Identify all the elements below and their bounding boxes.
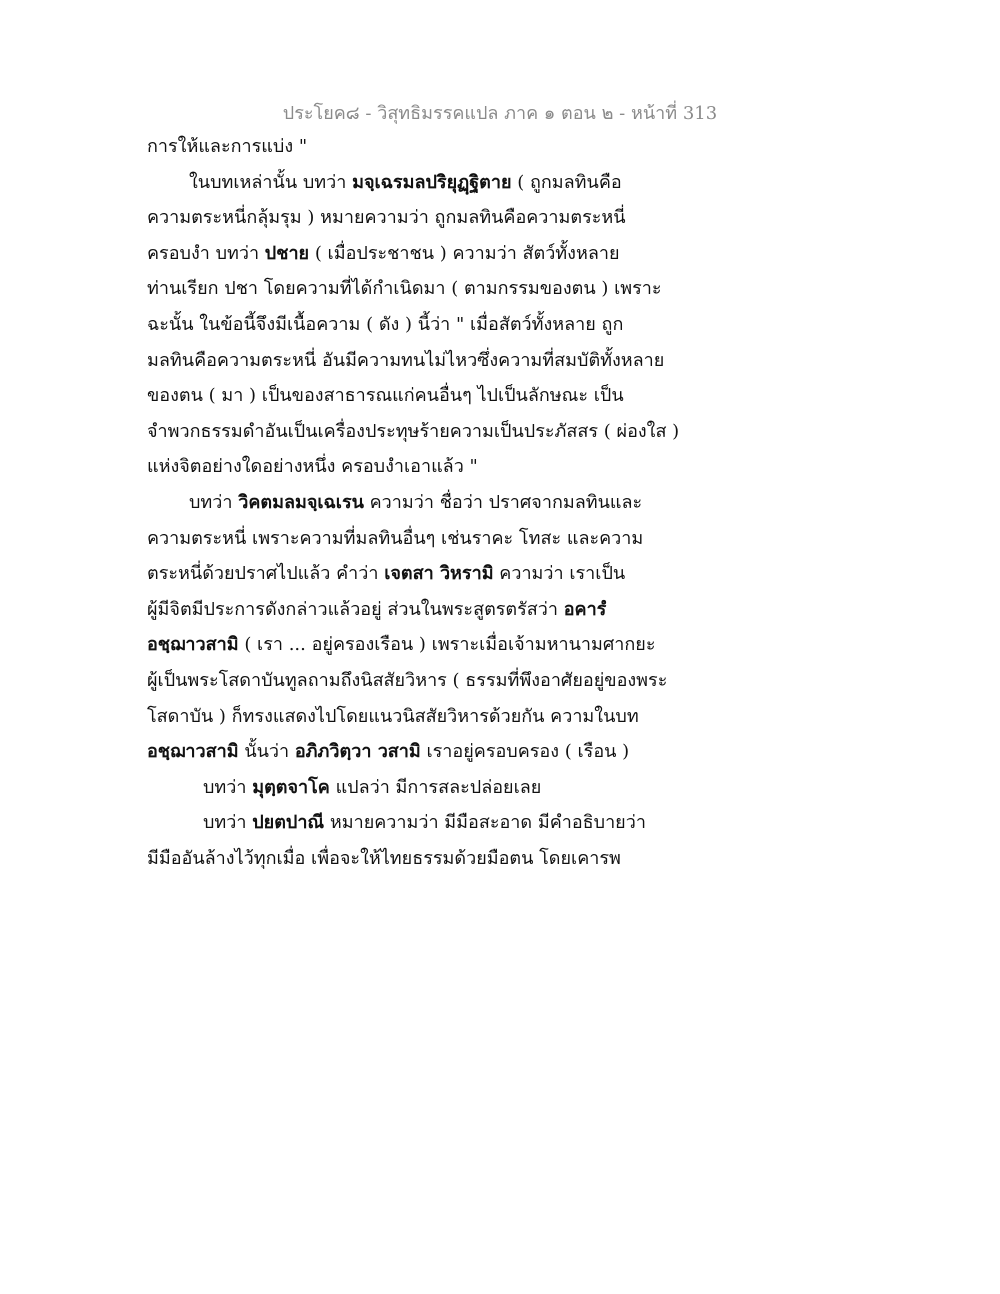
text-run: ตระหนี่ด้วยปราศไปแล้ว คำว่า (147, 563, 385, 585)
text-run: ( เรา ... อยู่ครองเรือน ) เพราะเมื่อเจ้ามหานามศากยะ (238, 634, 656, 656)
text-line (147, 738, 847, 774)
text-run: ความว่า ชื่อว่า ปราศจากมลทินและ (363, 491, 643, 513)
text-run: แปลว่า มีการสละปล่อยเลย (329, 776, 542, 798)
text-run: บทว่า (203, 776, 253, 798)
text-run: ผู้มีจิตมีประการดังกล่าวแล้วอยู่ ส่วนในพระสูตรตรัสว่า (147, 598, 564, 620)
pali-term: อชฺฌาวสามิ (147, 741, 239, 763)
pali-term: วิคตมลมจฺเฉเรน (238, 491, 364, 513)
text-line (147, 631, 847, 667)
text-run: ท่านเรียก ปชา โดยความที่ได้กำเนิดมา ( ตามกรรมของตน ) เพราะ (147, 278, 662, 300)
text-run: ความว่า เราเป็น (493, 563, 626, 585)
text-run: ฉะนั้น ในข้อนี้จึงมีเนื้อความ ( ดัง ) นี้ว่า " เมื่อสัตว์ทั้งหลาย ถูก (147, 313, 624, 335)
pali-term: อภิภวิตฺวา วสามิ (294, 741, 421, 763)
text-line (147, 845, 847, 881)
text-run: เราอยู่ครอบครอง ( เรือน ) (420, 741, 630, 763)
text-line (147, 525, 847, 561)
text-line (147, 809, 847, 845)
text-run: ในบทเหล่านั้น บทว่า (189, 171, 353, 193)
text-run: นั้นว่า (238, 741, 295, 763)
text-run: ( ถูกมลทินคือ (511, 171, 622, 193)
text-line (147, 560, 847, 596)
text-run: โสดาบัน ) ก็ทรงแสดงไปโดยแนวนิสสัยวิหารด้วยกัน ความในบท (147, 705, 639, 727)
text-line (147, 311, 847, 347)
text-run: การให้และการแบ่ง " (147, 136, 308, 157)
text-line (147, 774, 847, 810)
text-line (147, 133, 847, 169)
text-line (147, 453, 847, 489)
text-run: ความตระหนี่ เพราะความที่มลทินอื่นๆ เช่นราคะ โทสะ และความ (147, 527, 644, 549)
text-line (147, 204, 847, 240)
pali-term: มุตฺตจาโค (252, 776, 330, 798)
text-run: ความตระหนี่กลุ้มรุม ) หมายความว่า ถูกมลทินคือความตระหนี่ (147, 207, 626, 229)
text-line (147, 347, 847, 383)
pali-term: มจฺเฉรมลปริยุฏฺฐิตาย (352, 171, 512, 193)
text-line (147, 382, 847, 418)
text-run: ผู้เป็นพระโสดาบันทูลถามถึงนิสสัยวิหาร ( ธรรมที่พึงอาศัยอยู่ของพระ (147, 669, 668, 691)
text-line (147, 596, 847, 632)
pali-term: ปชาย (264, 242, 310, 264)
text-line (147, 240, 847, 276)
body-text (147, 133, 847, 880)
text-run: แห่งจิตอย่างใดอย่างหนึ่ง ครอบงำเอาแล้ว " (147, 456, 478, 478)
text-line (147, 275, 847, 311)
text-run: ของตน ( มา ) เป็นของสาธารณแก่คนอื่นๆ ไปเป็นลักษณะ เป็น (147, 385, 624, 407)
text-run: มลทินคือความตระหนี่ อันมีความทนไม่ไหวซึ่งความที่สมบัติทั้งหลาย (147, 349, 665, 371)
text-run: บทว่า (203, 812, 253, 834)
pali-term: อคารํ (563, 598, 607, 620)
text-line (147, 418, 847, 454)
pali-term: เจตสา วิหรามิ (384, 563, 494, 585)
text-line (147, 703, 847, 739)
text-run: มีมืออันล้างไว้ทุกเมื่อ เพื่อจะให้ไทยธรรมด้วยมือตน โดยเคารพ (147, 847, 621, 869)
text-line (147, 489, 847, 525)
pali-term: อชฺฌาวสามิ (147, 634, 239, 656)
pali-term: ปยตปาณี (252, 812, 325, 834)
text-run: ครอบงำ บทว่า (147, 242, 265, 264)
text-line (147, 169, 847, 205)
page-header: ประโยค๘ - วิสุทธิมรรคแปล ภาค ๑ ตอน ๒ - หน้าที่ 313 (282, 103, 718, 124)
text-run: หมายความว่า มีมือสะอาด มีคำอธิบายว่า (324, 812, 646, 834)
text-run: จำพวกธรรมดำอันเป็นเครื่องประทุษร้ายความเป็นประภัสสร ( ผ่องใส ) (147, 420, 680, 442)
text-run: บทว่า (189, 491, 239, 513)
text-run: ( เมื่อประชาชน ) ความว่า สัตว์ทั้งหลาย (309, 242, 620, 264)
text-line (147, 667, 847, 703)
